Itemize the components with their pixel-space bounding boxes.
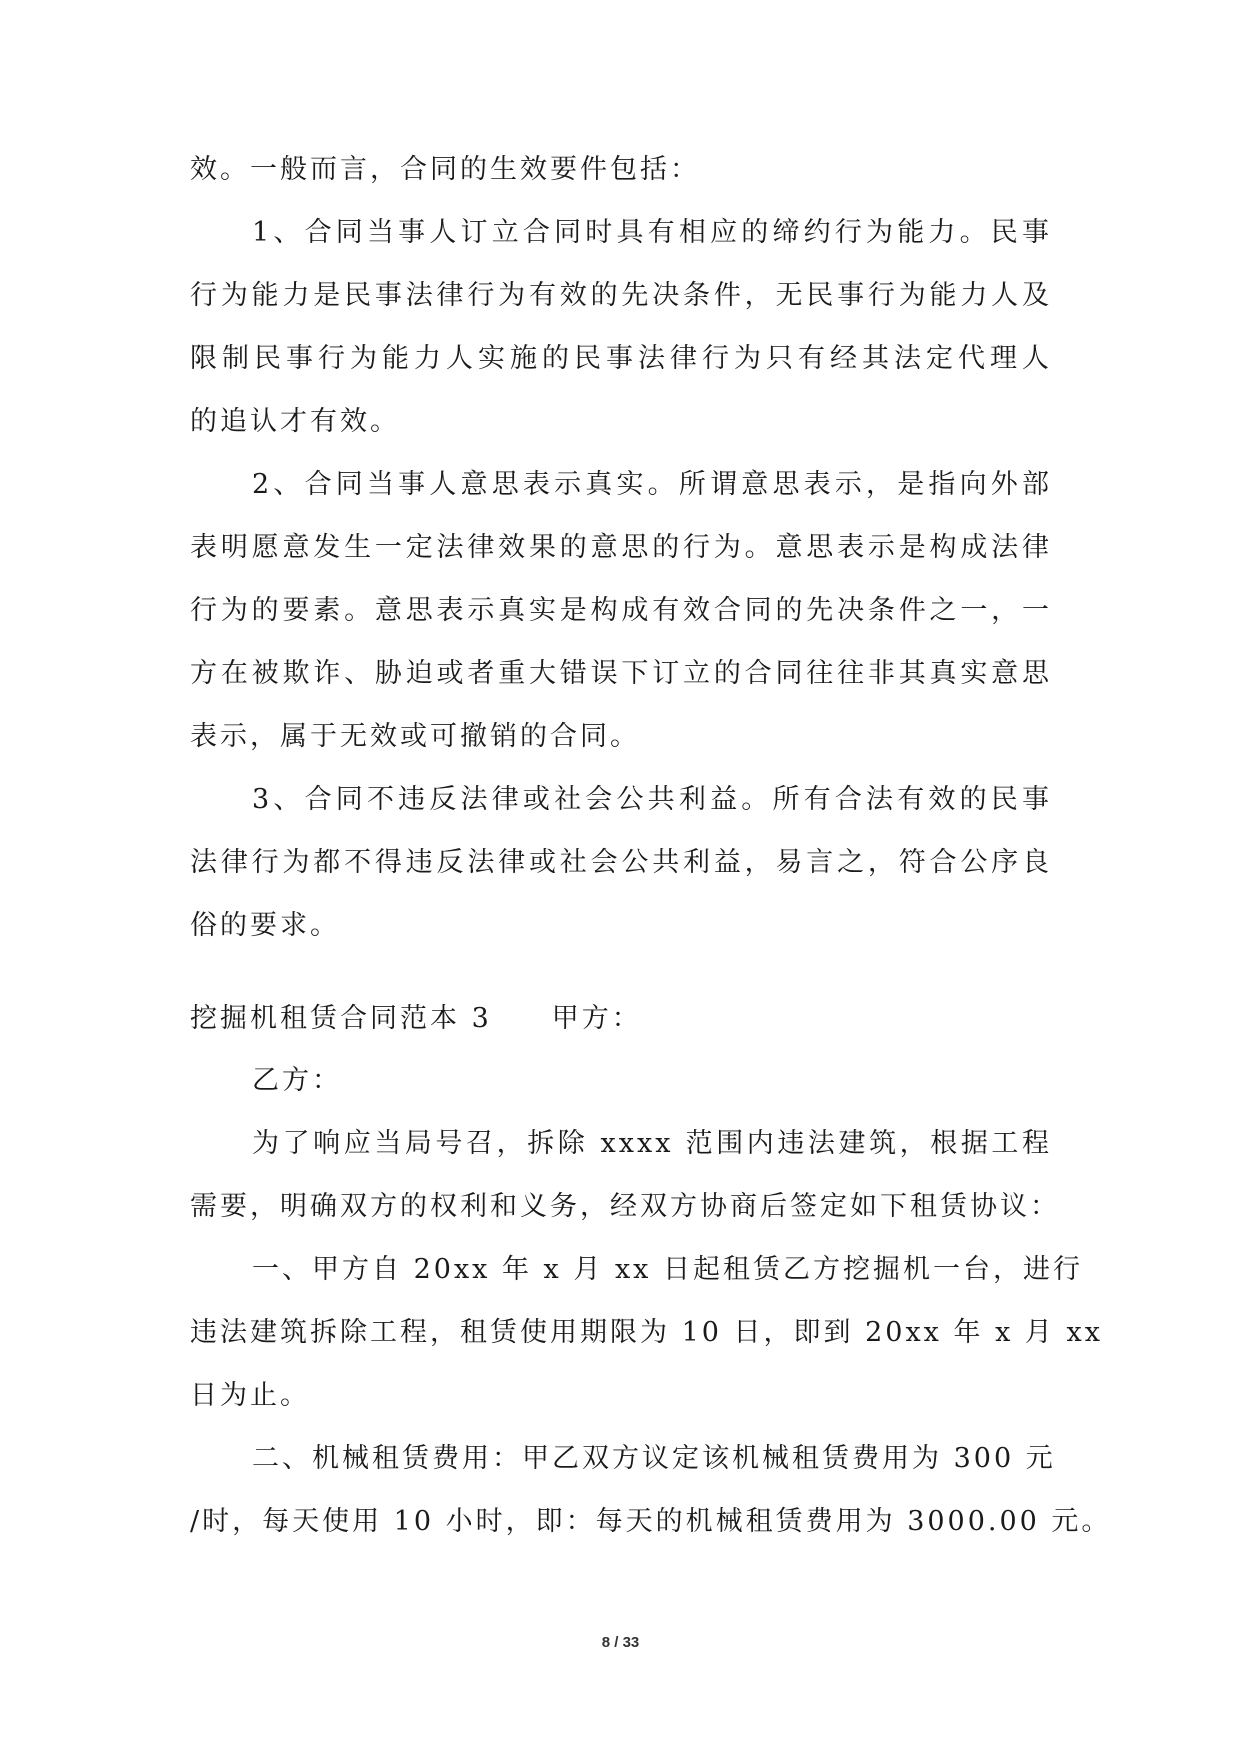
text-line: /时，每天使用 10 小时，即：每天的机械租赁费用为 3000.00 元。 [190,1506,1112,1537]
text-line: 俗的要求。 [190,910,340,941]
text-line: 法律行为都不得违反法律或社会公共利益，易言之，符合公序良 [190,847,1052,878]
text-line: 一、甲方自 20xx 年 x 月 xx 日起租赁乙方挖掘机一台，进行 [252,1254,1083,1285]
text-line: 的追认才有效。 [190,406,400,437]
party-b-label: 乙方： [252,1065,342,1096]
text-line: 表示，属于无效或可撤销的合同。 [190,721,640,752]
text-line: 表明愿意发生一定法律效果的意思的行为。意思表示是构成法律 [190,532,1052,563]
text-line: 需要，明确双方的权利和义务，经双方协商后签定如下租赁协议： [190,1191,1060,1222]
party-a-label: 甲方： [551,1003,642,1034]
text-line: 日为止。 [190,1380,310,1411]
text-line: 效。一般而言，合同的生效要件包括： [190,154,700,185]
text-line: 3、合同不违反法律或社会公共利益。所有合法有效的民事 [252,784,1052,815]
text-line: 1、合同当事人订立合同时具有相应的缔约行为能力。民事 [252,217,1052,248]
text-line: 二、机械租赁费用：甲乙双方议定该机械租赁费用为 300 元 [252,1443,1056,1474]
text-line: 违法建筑拆除工程，租赁使用期限为 10 日，即到 20xx 年 x 月 xx [190,1317,1103,1348]
contract-heading [190,999,642,1039]
text-line: 行为的要素。意思表示真实是构成有效合同的先决条件之一，一 [190,595,1052,626]
text-line: 为了响应当局号召，拆除 xxxx 范围内违法建筑，根据工程 [252,1128,1052,1159]
page-number: 8 / 33 [601,1634,640,1651]
text-line: 限制民事行为能力人实施的民事法律行为只有经其法定代理人 [190,343,1052,374]
text-line: 方在被欺诈、胁迫或者重大错误下订立的合同往往非其真实意思 [190,658,1052,689]
text-line: 行为能力是民事法律行为有效的先决条件，无民事行为能力人及 [190,280,1052,311]
text-line: 2、合同当事人意思表示真实。所谓意思表示，是指向外部 [252,469,1052,500]
contract-title: 挖掘机租赁合同范本 3 [190,1003,492,1034]
